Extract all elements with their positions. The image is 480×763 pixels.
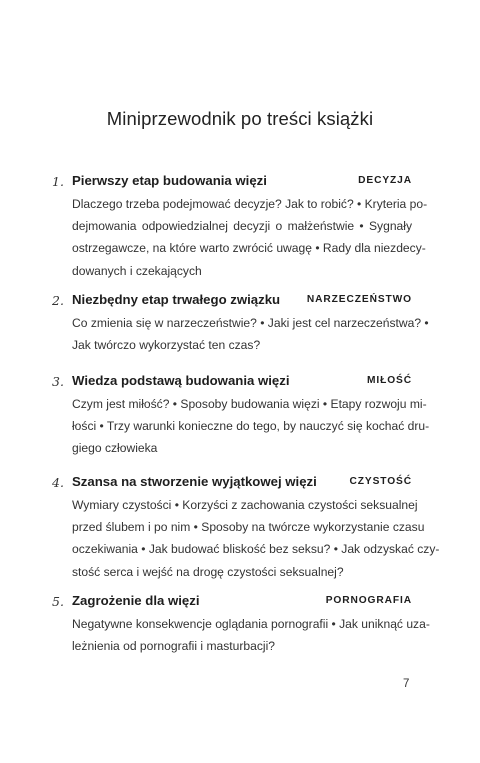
chapter-header [52,474,412,494]
chapter-2 [52,292,429,356]
summary-line: stość serca i wejść na drogę czystości seksualnej? [72,564,344,579]
chapter-number: 4. [52,475,64,490]
summary-line: Jak twórczo wykorzystać ten czas? [72,338,261,353]
chapter-title: Wiedza podstawą budowania więzi [72,373,290,388]
chapter-number: 3. [52,374,64,389]
summary-line: Wymiary czystości • Korzyści z zachowania czystości seksualnej [72,498,418,512]
summary-line: oczekiwania • Jak budować bliskość bez seksu? • Jak odzyskać czy- [72,542,440,557]
chapter-3 [52,373,430,460]
chapter-header [52,173,412,193]
chapter-keyword: DECYZJA [358,175,412,186]
chapter-header [52,593,412,613]
summary-line: giego człowieka [72,441,158,456]
summary-line: Czym jest miłość? • Sposoby budowania więzi • Etapy rozwoju mi- [72,397,427,411]
chapter-number: 2. [52,293,64,308]
chapter-summary [72,494,440,583]
chapter-number: 1. [52,174,64,189]
chapter-header [52,373,412,393]
chapter-header [52,292,412,312]
chapter-keyword: MIŁOŚĆ [366,375,412,386]
summary-line: leżnienia od pornografii i masturbacji? [72,639,276,654]
chapter-1 [52,173,428,282]
chapter-title: Zagrożenie dla więzi [72,593,200,608]
chapter-summary [72,312,429,356]
chapter-summary [72,193,428,282]
chapter-keyword: PORNOGRAFIA [325,595,412,606]
page-number: 7 [403,678,410,690]
chapter-keyword: NARZECZEŃSTWO [306,294,412,305]
chapter-summary [72,613,430,657]
summary-line: dejmowania odpowiedzialnej decyzji o małżeństwie • Sygnały [72,219,412,234]
summary-line: ostrzegawcze, na które warto zwrócić uwagę • Rady dla niezdecy- [72,241,426,256]
summary-line: dowanych i czekających [72,263,202,278]
chapter-keyword: CZYSTOŚĆ [349,476,412,487]
chapter-number: 5. [52,594,64,609]
page-title: Miniprzewodnik po treści książki [106,108,374,129]
summary-line: łości • Trzy warunki konieczne do tego, by nauczyć się kochać dru- [72,419,430,434]
chapter-title: Niezbędny etap trwałego związku [72,292,281,307]
summary-line: Negatywne konsekwencje oglądania pornografii • Jak uniknąć uza- [72,617,430,631]
chapter-title: Szansa na stworzenie wyjątkowej więzi [72,474,317,489]
summary-line: Co zmienia się w narzeczeństwie? • Jaki jest cel narzeczeństwa? • [72,316,429,330]
chapter-summary [72,393,430,460]
chapter-4 [52,474,440,583]
summary-line: Dlaczego trzeba podejmować decyzje? Jak to robić? • Kryteria po- [72,197,428,211]
chapter-5 [52,593,430,657]
chapter-title: Pierwszy etap budowania więzi [72,173,267,188]
summary-line: przed ślubem i po nim • Sposoby na twórcze wykorzystanie czasu [72,520,425,535]
